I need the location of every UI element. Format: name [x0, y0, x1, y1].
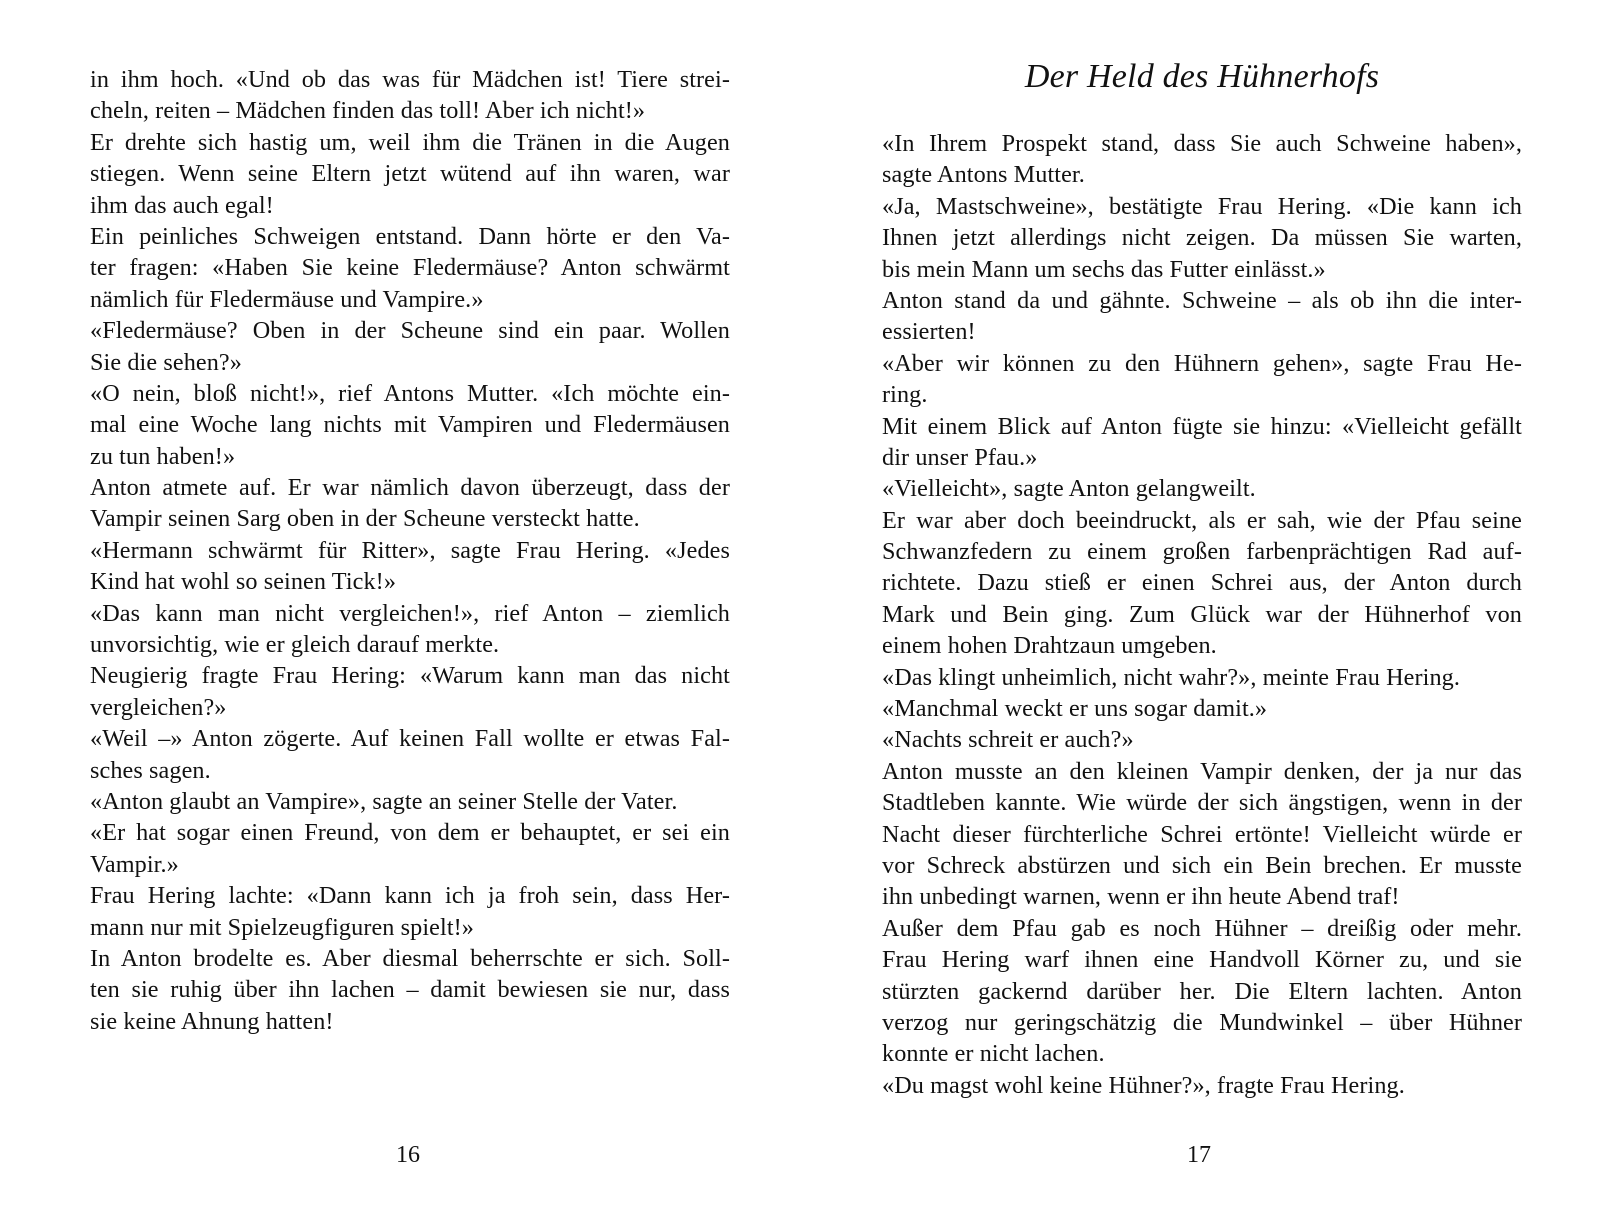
chapter-title: Der Held des Hühnerhofs — [1024, 58, 1380, 95]
text-line: ihm das auch egal! — [90, 191, 274, 219]
text-line: «Fledermäuse? Oben in der Scheune sind ein paar. Wollen — [90, 317, 730, 345]
text-line: Vampir seinen Sarg oben in der Scheune versteckt hatte. — [90, 505, 640, 533]
text-line: unvorsichtig, wie er gleich darauf merkte. — [90, 631, 500, 659]
text-line: Sie die sehen?» — [90, 348, 242, 376]
text-line: mal eine Woche lang nichts mit Vampiren und Fledermäusen — [90, 411, 730, 439]
text-line: ten sie ruhig über ihn lachen – damit bewiesen sie nur, dass — [90, 976, 730, 1004]
text-line: ihn unbedingt warnen, wenn er ihn heute Abend traf! — [882, 883, 1400, 911]
text-line: sie keine Ahnung hatten! — [90, 1007, 334, 1035]
text-line: Schwanzfedern zu einem großen farbenprächtigen Rad auf- — [882, 538, 1522, 566]
text-line: Nacht dieser fürchterliche Schrei ertönte! Vielleicht würde er — [882, 820, 1522, 848]
left-page — [90, 0, 730, 1216]
text-line: ring. — [882, 381, 928, 409]
text-line: konnte er nicht lachen. — [882, 1040, 1105, 1068]
text-line: Er drehte sich hastig um, weil ihm die Tränen in die Augen — [90, 128, 730, 156]
text-line: ter fragen: «Haben Sie keine Fledermäuse? Anton schwärmt — [90, 254, 730, 282]
text-line: dir unser Pfau.» — [882, 443, 1038, 471]
text-line: «Das kann man nicht vergleichen!», rief Anton – ziemlich — [90, 599, 730, 627]
text-line: sagte Antons Mutter. — [882, 161, 1085, 189]
right-page-body — [882, 128, 1522, 1101]
text-line: cheln, reiten – Mädchen finden das toll! Aber ich nicht!» — [90, 97, 646, 125]
text-line: «Er hat sogar einen Freund, von dem er behauptet, er sei ein — [90, 819, 730, 847]
text-line: bis mein Mann um sechs das Futter einlässt.» — [882, 255, 1326, 283]
text-line: «Anton glaubt an Vampire», sagte an seiner Stelle der Vater. — [90, 787, 678, 815]
text-line: Anton atmete auf. Er war nämlich davon überzeugt, dass der — [90, 474, 730, 502]
text-line: mann nur mit Spielzeugfiguren spielt!» — [90, 913, 474, 941]
text-line: stiegen. Wenn seine Eltern jetzt wütend auf ihn waren, war — [90, 160, 730, 188]
text-line: Frau Hering warf ihnen eine Handvoll Körner zu, und sie — [882, 946, 1522, 974]
text-line: Ein peinliches Schweigen entstand. Dann hörte er den Va- — [90, 222, 730, 250]
text-line: vergleichen?» — [90, 693, 227, 721]
text-line: «O nein, bloß nicht!», rief Antons Mutter. «Ich möchte ein- — [90, 379, 730, 407]
text-line: zu tun haben!» — [90, 442, 236, 470]
text-line: «Hermann schwärmt für Ritter», sagte Frau Hering. «Jedes — [90, 536, 730, 564]
text-line: «Das klingt unheimlich, nicht wahr?», meinte Frau Hering. — [882, 663, 1461, 691]
text-line: Kind hat wohl so seinen Tick!» — [90, 568, 397, 596]
text-line: «Aber wir können zu den Hühnern gehen», sagte Frau He- — [882, 349, 1522, 377]
text-line: vor Schreck abstürzen und sich ein Bein brechen. Er musste — [882, 851, 1522, 879]
text-line: essierten! — [882, 318, 976, 346]
left-page-body — [90, 64, 730, 1037]
text-line: in ihm hoch. «Und ob das was für Mädchen ist! Tiere strei- — [90, 66, 730, 93]
text-line: nämlich für Fledermäuse und Vampire.» — [90, 285, 484, 313]
text-line: Neugierig fragte Frau Hering: «Warum kann man das nicht — [90, 662, 730, 690]
text-line: «Ja, Mastschweine», bestätigte Frau Hering. «Die kann ich — [882, 192, 1522, 220]
text-line: Mit einem Blick auf Anton fügte sie hinzu: «Vielleicht gefällt — [882, 412, 1522, 440]
text-line: einem hohen Drahtzaun umgeben. — [882, 632, 1217, 660]
text-line: In Anton brodelte es. Aber diesmal beherrschte er sich. Soll- — [90, 944, 730, 972]
text-line: Er war aber doch beeindruckt, als er sah, wie der Pfau seine — [882, 506, 1522, 534]
text-line: Ihnen jetzt allerdings nicht zeigen. Da müssen Sie warten, — [882, 224, 1522, 252]
text-line: «Manchmal weckt er uns sogar damit.» — [882, 695, 1268, 723]
text-line: «Du magst wohl keine Hühner?», fragte Frau Hering. — [882, 1071, 1405, 1099]
text-line: Vampir.» — [90, 850, 179, 878]
text-line: Außer dem Pfau gab es noch Hühner – dreißig oder mehr. — [882, 914, 1522, 942]
right-page — [882, 0, 1522, 1216]
text-line: Anton musste an den kleinen Vampir denken, der ja nur das — [882, 757, 1522, 785]
text-line: Frau Hering lachte: «Dann kann ich ja froh sein, dass Her- — [90, 882, 730, 910]
page-number-right: 17 — [1187, 1142, 1211, 1168]
text-line: Stadtleben kannte. Wie würde der sich ängstigen, wenn in der — [882, 789, 1522, 817]
text-line: «Vielleicht», sagte Anton gelangweilt. — [882, 475, 1256, 503]
text-line: stürzten gackernd darüber her. Die Eltern lachten. Anton — [882, 977, 1522, 1005]
text-line: richtete. Dazu stieß er einen Schrei aus, der Anton durch — [882, 569, 1522, 597]
text-line: Anton stand da und gähnte. Schweine – als ob ihn die inter- — [882, 286, 1522, 314]
text-line: verzog nur geringschätzig die Mundwinkel – über Hühner — [882, 1008, 1522, 1036]
text-line: Mark und Bein ging. Zum Glück war der Hühnerhof von — [882, 600, 1522, 628]
text-line: «In Ihrem Prospekt stand, dass Sie auch Schweine haben», — [882, 130, 1522, 157]
text-line: «Weil –» Anton zögerte. Auf keinen Fall wollte er etwas Fal- — [90, 725, 730, 753]
text-line: «Nachts schreit er auch?» — [882, 726, 1134, 754]
text-line: sches sagen. — [90, 756, 211, 784]
page-number-left: 16 — [396, 1142, 420, 1168]
